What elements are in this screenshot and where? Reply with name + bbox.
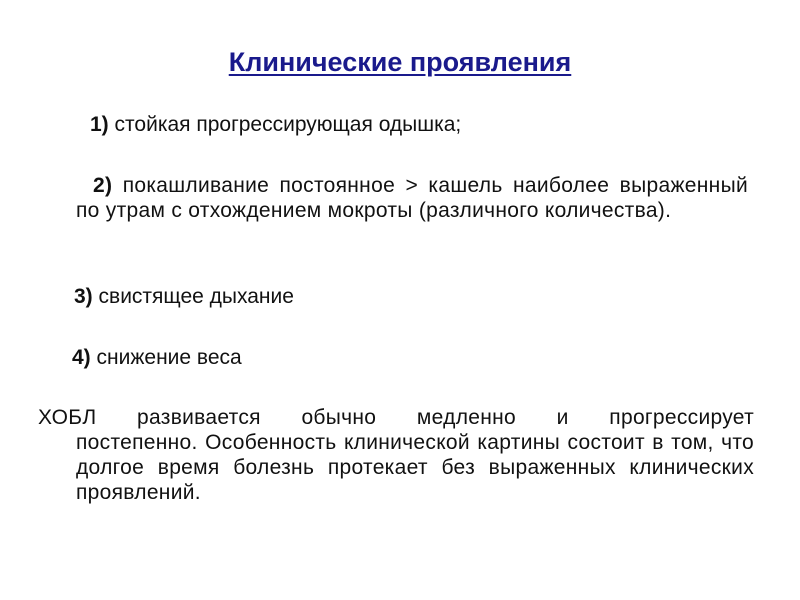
list-item-3 — [74, 284, 294, 309]
item-number: 2) — [93, 174, 113, 197]
summary-continuation: постепенно. Особенность клинической картины состоит в том, что долгое время болезнь протекает без выраженных клинических проявлений. — [76, 431, 754, 504]
item-number: 3) — [74, 285, 93, 308]
list-item-1 — [90, 112, 461, 137]
item-text: свистящее дыхание — [98, 285, 294, 308]
list-item-4 — [72, 345, 242, 370]
item-number: 4) — [72, 346, 91, 369]
item-text: снижение веса — [96, 346, 242, 369]
item-number: 1) — [90, 113, 109, 136]
list-item-2 — [76, 173, 748, 223]
slide-title: Клинические проявления — [228, 47, 572, 77]
summary-first-line: ХОБЛ развивается обычно медленно и прогрессирует — [38, 406, 754, 429]
summary-paragraph — [38, 405, 754, 505]
item-text: покашливание постоянное > кашель наиболее выраженный по утрам с отхождением мокроты (различного количества). — [76, 174, 748, 222]
item-text: стойкая прогрессирующая одышка; — [114, 113, 462, 136]
